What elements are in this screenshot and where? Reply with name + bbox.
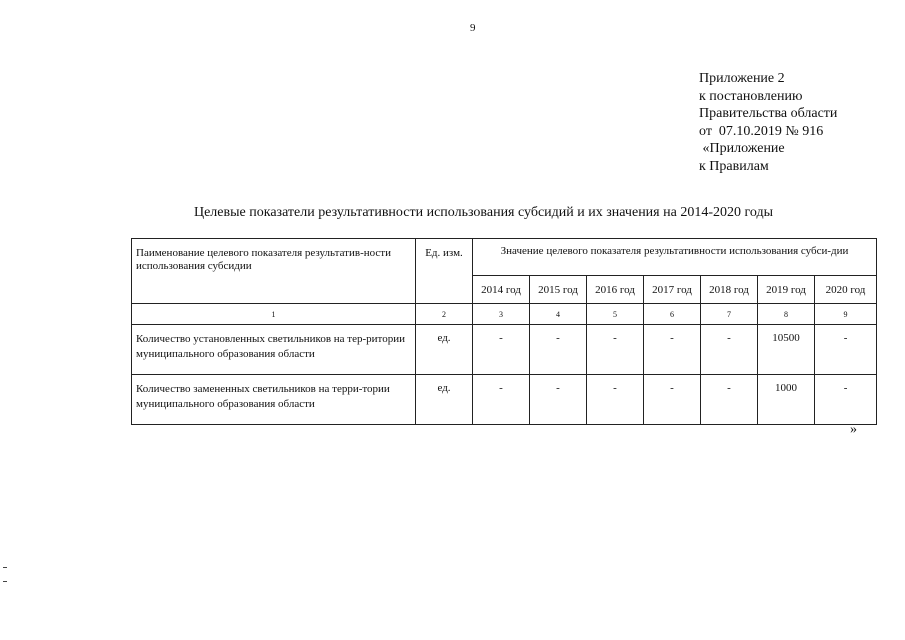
column-number: 7: [701, 304, 758, 325]
margin-mark: [3, 567, 7, 568]
indicator-value: -: [644, 375, 701, 425]
indicator-value: -: [815, 375, 877, 425]
column-number: 6: [644, 304, 701, 325]
document-title: Целевые показатели результативности использования субсидий и их значения на 2014-2020 годы: [193, 205, 774, 220]
indicator-unit: ед.: [416, 375, 473, 425]
indicator-name: Количество установленных светильников на тер-ритории муниципального образования области: [132, 325, 416, 375]
closing-quote: »: [850, 422, 857, 437]
indicator-value: -: [473, 325, 530, 375]
indicator-name: Количество замененных светильников на терри-тории муниципального образования области: [132, 375, 416, 425]
header-name: Паименование целевого показателя результатив-ности использования субсидии: [132, 239, 416, 304]
indicator-value: -: [644, 325, 701, 375]
column-number: 2: [416, 304, 473, 325]
header-row: [132, 239, 877, 276]
appendix-line: к постановлению: [699, 88, 803, 104]
page-number: 9: [470, 22, 476, 34]
indicator-value: -: [815, 325, 877, 375]
column-number: 3: [473, 304, 530, 325]
indicator-value: 10500: [758, 325, 815, 375]
indicator-value: -: [701, 375, 758, 425]
indicator-value: -: [473, 375, 530, 425]
indicator-value: -: [701, 325, 758, 375]
table-row: [132, 325, 877, 375]
column-number-row: [132, 304, 877, 325]
margin-mark: [3, 581, 7, 582]
column-number: 1: [132, 304, 416, 325]
appendix-line: к Правилам: [699, 158, 769, 174]
header-year: 2015 год: [530, 276, 587, 304]
header-group: Значение целевого показателя результативности использования субси-дии: [473, 239, 877, 276]
header-year: 2018 год: [701, 276, 758, 304]
indicator-value: -: [587, 375, 644, 425]
indicators-table: [131, 238, 877, 425]
header-year: 2016 год: [587, 276, 644, 304]
column-number: 4: [530, 304, 587, 325]
column-number: 9: [815, 304, 877, 325]
header-year: 2014 год: [473, 276, 530, 304]
header-year: 2019 год: [758, 276, 815, 304]
indicator-value: -: [530, 325, 587, 375]
appendix-line: Правительства области: [699, 106, 838, 121]
indicator-unit: ед.: [416, 325, 473, 375]
indicator-value: 1000: [758, 375, 815, 425]
appendix-line: «Приложение: [699, 141, 785, 156]
table-row: [132, 375, 877, 425]
appendix-line: от 07.10.2019 № 916: [699, 123, 824, 139]
indicator-value: -: [530, 375, 587, 425]
appendix-line: Приложение 2: [699, 71, 785, 86]
column-number: 8: [758, 304, 815, 325]
header-unit: Ед. изм.: [416, 239, 473, 304]
header-year: 2017 год: [644, 276, 701, 304]
header-year: 2020 год: [815, 276, 877, 304]
appendix-block: [699, 70, 837, 175]
indicator-value: -: [587, 325, 644, 375]
column-number: 5: [587, 304, 644, 325]
